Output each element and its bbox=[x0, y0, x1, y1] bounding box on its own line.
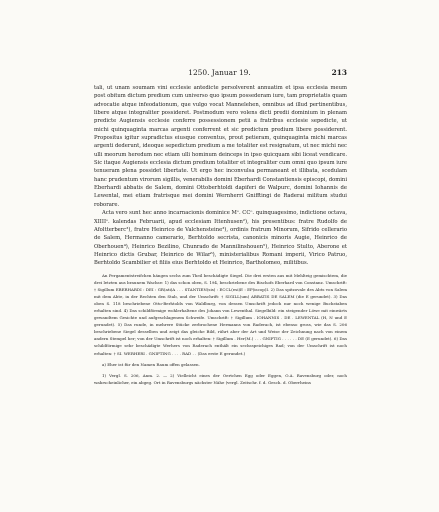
page-number: 213 bbox=[331, 68, 347, 77]
numbered-footnotes: 1) Vergl. S. 206, Anm. 2. — 2) Vielleicht eines der Oertchen Egg oder Eggen, O.A. Ravensburg oder, noch wahrscheinlicher, ein abgeg. Ort in Ravensburgs nächster Nähe (vergl. Zeitschr. f. d. Gesch. d. Oberrheins bbox=[94, 372, 347, 385]
textual-note: a) Eher ist für den Namen Raum offen gelassen. bbox=[102, 361, 200, 367]
body-paragraph: Acta vero sunt hec anno incarnacionis dominice Mᵒ. CCᵒ. quinquagesimo, indictione octava, XIIIIᵒ. kalendas Februarii, apud ecclesiam Ittenhusen²), his presentibus: fratre Rudolfo de Afoltterberc³), fratre Heinrico de Valchensteine³), ordinis fratrum Minorum, Sifrido cellerario de Salem, Hermanno camerario, Berhtoldo secrista, canonicis minoris Augie, Heinrico de Oberhouen⁴), Heinrico Bezilino, Chunrado de Mannilinshouen⁵), Heinrico Stulto, Aberone et Heinrico dictis Grubar, Heinrico de Wilar⁶), ministerialibus Romani imperii, Virico Patruo, Berhtoldo Scambilier et filiis eius Berhtoldo et Heinrico, Bartholomeo, militibus. bbox=[94, 210, 347, 267]
main-text bbox=[94, 84, 347, 268]
running-title: 1250. Januar 19. bbox=[188, 68, 251, 77]
seal-description-note: An Pergamentstreifchen hängen sechs zum Theil beschädigte Siegel. Die drei ersten aus mit Mehlteig gemischtem, die drei letzten aus braunem Wachse: 1) das schon oben, S. 194, beschriebene des Bischofs Eberhard von Constanz. Umschrift: † Sigillum EBERHARDI : DEI : GR(ati)A . . . STANTIEN(sis) : ECCL(esi)E : EP(iscop)I. 2) Das spitzovale des Abts von Salem mit dem Abte, in der Rechten den Stab, und der Umschrift: † SIGILL(um) ABBATIS DE SALEM (die E gerundet). 3) Das oben S. 118 beschriebene Otto-Berhtolds von Waldburg, von dessen Umschrift jedoch nur noch wenige Buchstaben erhalten sind. 4) Das schildförmige wohlerhaltene des Johann von Lewenthal. Siegelbild: ein steigender Löwe mit einwärts gewandtem Gesichte und aufgeschlagenem Schweife. Umschrift: † Sigillum . IOHANNIS . DE . LEWENTAL (H, N und E gerundet). 5) Das runde, in mehrere Stücke zerbrochene Hermanns von Raderach, ist ebenso gross, wie das S. 206 beschriebene Siegel desselben und zeigt das gleiche Bild, rührt aber der Art und Weise der Zeichnung nach von einem andern Stempel her; von der Umschrift ist noch erhalten: † Sigillum . Her(M.) . . . GNIFTIG . . . . . . DE (E gerundet). 6) Das schildförmige sehr beschädigte Werhers von Raderach enthält ein sechsspeichiges Rad; von der Umschrift ist noch erhalten: † SI. WERHERI . GNIFTING . . . . RAD . . (Das erste E gerundet.) bbox=[94, 273, 347, 356]
page-header bbox=[0, 68, 439, 80]
body-paragraph: tali, ut unam soumam vini ecclesie antedicte persolverent annuatim et ipsa ecclesia meum post obitum dictum predium cum universo quo ipsum possederam iure, tam proprietatis quam advocatie atque infeodationum, que vulgo vocat Mannelehen, omnibus ad illud pertinentibus, libere atque integraliter possideret. Postmodum vero volens dicti predii dominium in plenam predicte Augiensis ecclesie conferre possessionem petii a fratribus ecclesie sepedicte, ut michi quinquaginta marcas argenti conferrent et sic predictum predium libere possiderent. Propositus igitur supradictus eiusque conventus, prout petieram, quinquaginta michi marcas argenti dederunt, ideoque sepedictum predium a me totaliter est resignatum, ut nec michi nec ulli meorum heredum nec etiam ulli hominum deinceps in ipso quicquam sibi liceat vendicare. Sic itaque Augiensis ecclesia dictum predium totaliter et integraliter cum omni quo ipsum iure tenueram plena possidet libertate. Ut ergo hec inconvulsa permaneant et illibata, scedulam hanc prudentum virorum sigillis, venerabilis domini Eberhardi Constantiensis episcopi, domini Eberhardi abbatis de Salem, domini Ottoberhtoldi dapiferi de Walpurc, domini Iohannis de Lewental, mei etiam fratrisque mei domini Wernherri Gnifftingi de Raderai militum studui roborare. bbox=[94, 85, 347, 208]
footnotes bbox=[94, 272, 347, 386]
